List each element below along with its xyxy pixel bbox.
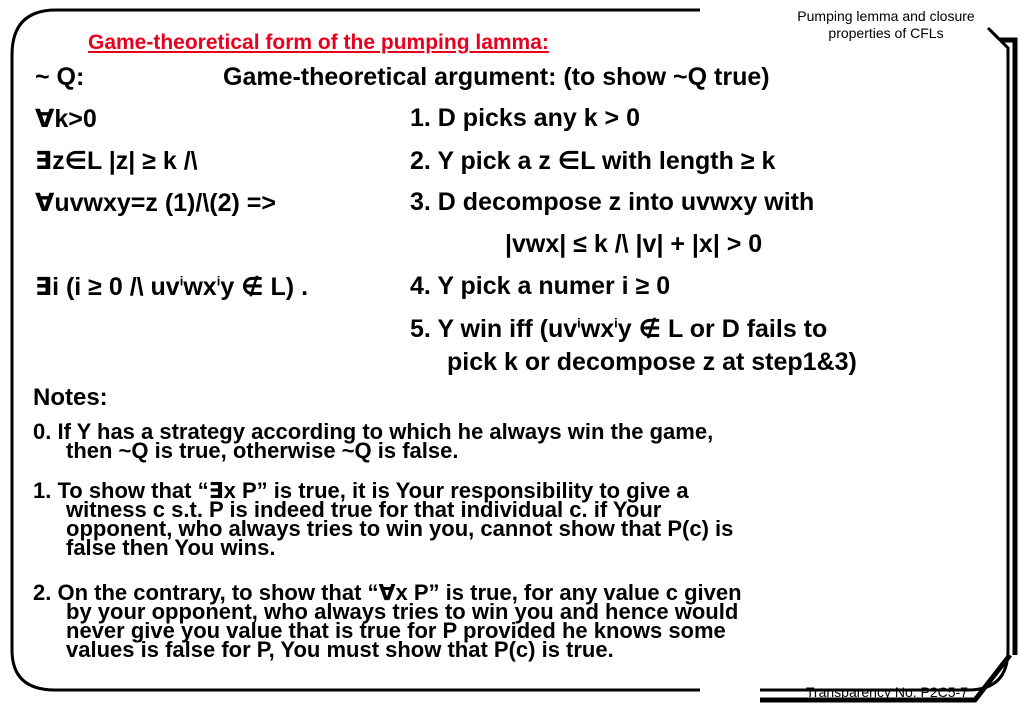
game-title: Game-theoretical argument: (to show ~Q true): [223, 63, 770, 91]
slide-subtitle: Game-theoretical form of the pumping lamma:: [88, 31, 549, 54]
formula-forall-k: ∀k>0: [35, 105, 97, 133]
header-line-1: Pumping lemma and closure: [797, 8, 975, 24]
formula-exists-z: ∃z∈L |z| ≥ k /\: [35, 147, 198, 175]
formula-not-q: ~ Q:: [35, 63, 85, 91]
formula-exists-i: ∃i (i ≥ 0 /\ $uv^iwx^iy$ ∉ L) .: [35, 273, 309, 301]
formula-forall-uvwxy: ∀uvwxy=z (1)/\(2) =>: [35, 189, 276, 217]
header-line-2: properties of CFLs: [828, 25, 944, 41]
game-step-5: 5. Y win iff ($uv^iwx^iy$ ∉ L or D fails to: [410, 315, 828, 343]
note-1: 1. To show that “∃x P” is true, it is Your responsibility to give a witness c s.t. P is indeed true for that individual c. if Your opponent, who always tries to win you, cannot show that P(c) is false then You wins.: [33, 478, 734, 560]
game-step-2: 2. Y pick a z ∈L with length ≥ k: [410, 147, 776, 175]
slide-header: [771, 8, 1001, 42]
note-0: 0. If Y has a strategy according to which he always win the game, then ~Q is true, otherwise ~Q is false.: [33, 419, 714, 463]
game-step-4: 4. Y pick a numer i ≥ 0: [410, 272, 671, 300]
notes-heading: Notes:: [33, 384, 108, 411]
slide-footer: Transparency No. P2C5-7: [805, 684, 968, 700]
game-step-5-cont: pick k or decompose z at step1&3): [447, 348, 857, 376]
game-step-3: 3. D decompose z into uvwxy with: [410, 188, 815, 216]
note-2: 2. On the contrary, to show that “∀x P” is true, for any value c given by your opponent, who always tries to win you and hence would never give you value that is true for P provided he knows some values is false for P, You must show that P(c) is true.: [33, 580, 742, 662]
game-step-1: 1. D picks any k > 0: [410, 104, 640, 132]
game-step-3-condition: |vwx| ≤ k /\ |v| + |x| > 0: [505, 230, 763, 258]
